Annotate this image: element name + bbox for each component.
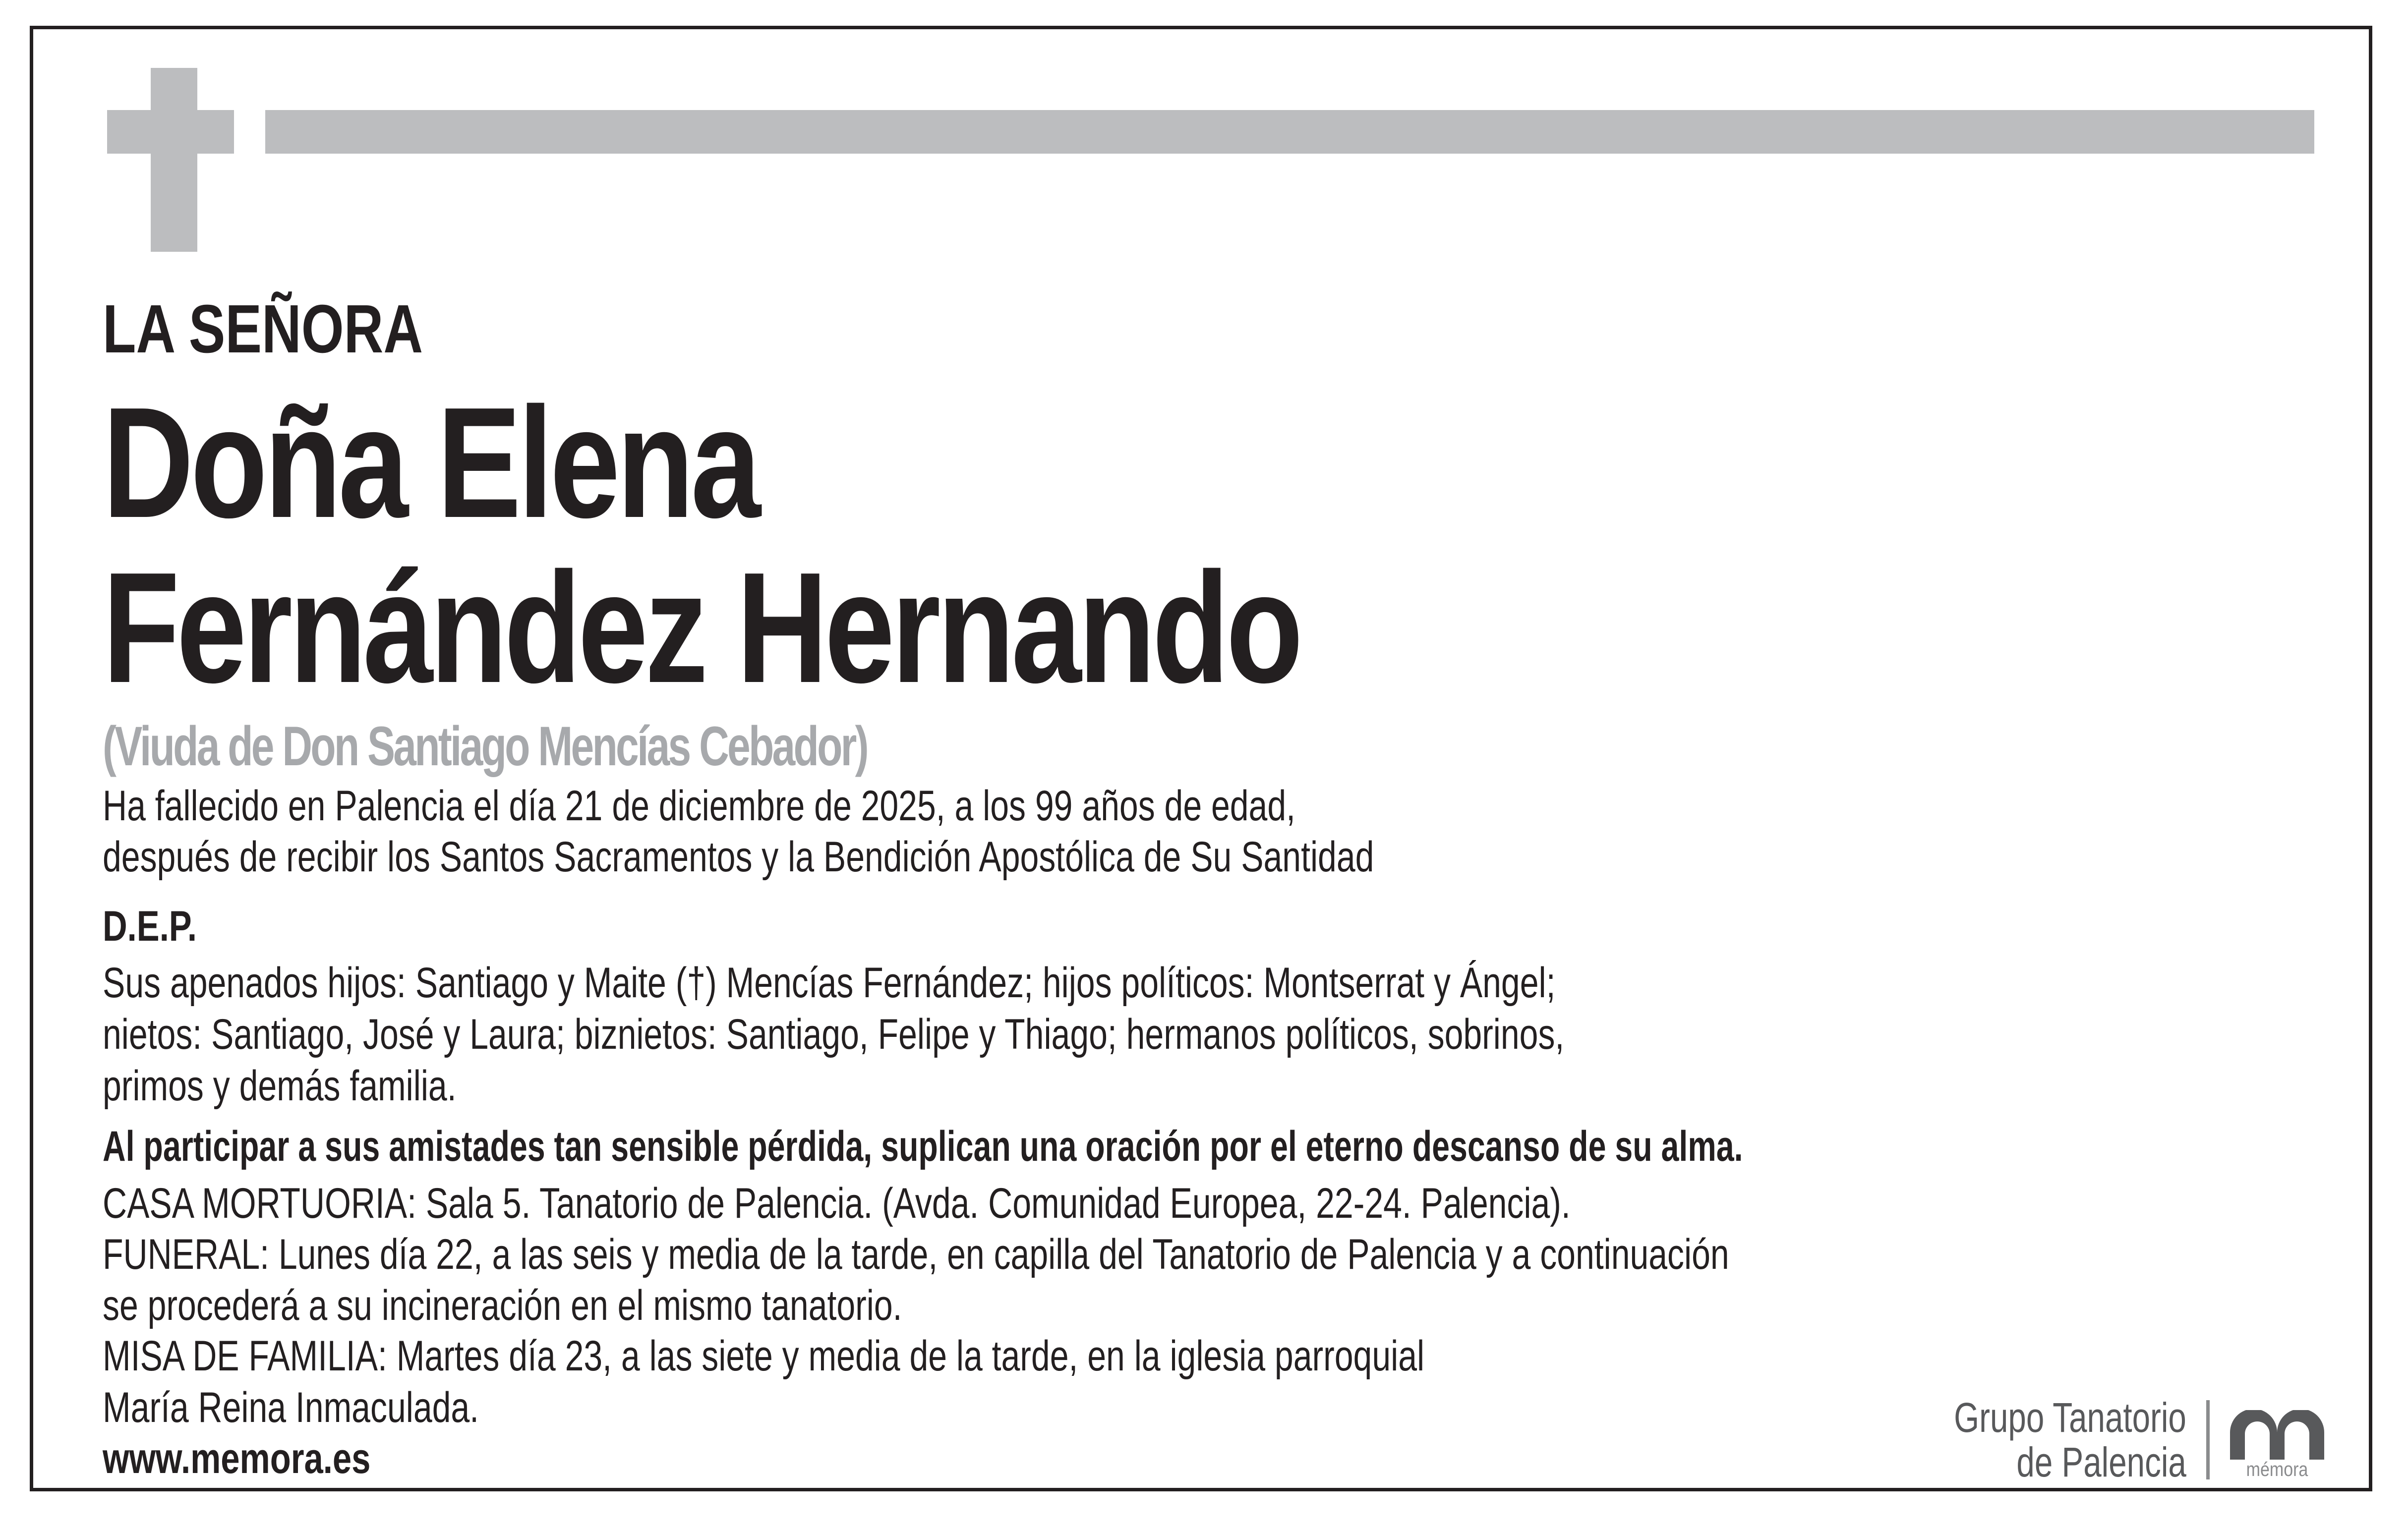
prayer-request: Al participar a sus amistades tan sensible pérdida, suplican una oración por el eterno descanso de su alma. xyxy=(103,1123,1743,1170)
family-line-2: nietos: Santiago, José y Laura; biznietos: Santiago, Felipe y Thiago; hermanos políticos, sobrinos, xyxy=(103,1011,1565,1058)
death-line-1: Ha fallecido en Palencia el día 21 de diciembre de 2025, a los 99 años de edad, xyxy=(103,782,1296,830)
website-link[interactable]: www.memora.es xyxy=(103,1435,371,1482)
cross-vertical-bar xyxy=(151,68,197,252)
memora-m-logo-icon xyxy=(2230,1410,2324,1460)
header-gray-rule xyxy=(265,110,2314,154)
service-line-iglesia: María Reina Inmaculada. xyxy=(103,1384,479,1431)
logo-divider xyxy=(2206,1400,2210,1479)
funeral-home-logo xyxy=(1854,1395,2350,1484)
logo-line-2: de Palencia xyxy=(2016,1439,2186,1485)
logo-line-1: Grupo Tanatorio xyxy=(1954,1394,2186,1441)
family-line-1: Sus apenados hijos: Santiago y Maite (†) Mencías Fernández; hijos políticos: Montserrat y Ángel; xyxy=(103,959,1556,1007)
family-line-3: primos y demás familia. xyxy=(103,1062,457,1110)
service-line-funeral: FUNERAL: Lunes día 22, a las seis y media de la tarde, en capilla del Tanatorio de Palencia y a continuación xyxy=(103,1231,1729,1278)
service-line-misa: MISA DE FAMILIA: Martes día 23, a las siete y media de la tarde, en la iglesia parroquial xyxy=(103,1332,1425,1380)
cross-horizontal-bar xyxy=(107,110,234,154)
dep-label: D.E.P. xyxy=(103,903,197,950)
service-line-incineracion: se procederá a su incineración en el mismo tanatorio. xyxy=(103,1282,902,1329)
widow-subtitle: (Viuda de Don Santiago Mencías Cebador) xyxy=(103,715,867,777)
logo-wordmark xyxy=(1954,1395,2186,1484)
death-line-2: después de recibir los Santos Sacramentos y la Bendición Apostólica de Su Santidad xyxy=(103,833,1374,881)
service-line-casa-mortuoria: CASA MORTUORIA: Sala 5. Tanatorio de Palencia. (Avda. Comunidad Europea, 22-24. Palencia). xyxy=(103,1180,1571,1227)
name-line-2: Fernández Hernando xyxy=(103,540,1300,716)
name-line-1: Doña Elena xyxy=(103,375,758,551)
honorific: LA SEÑORA xyxy=(103,291,423,367)
logo-brand-text: mémora xyxy=(2246,1459,2308,1480)
